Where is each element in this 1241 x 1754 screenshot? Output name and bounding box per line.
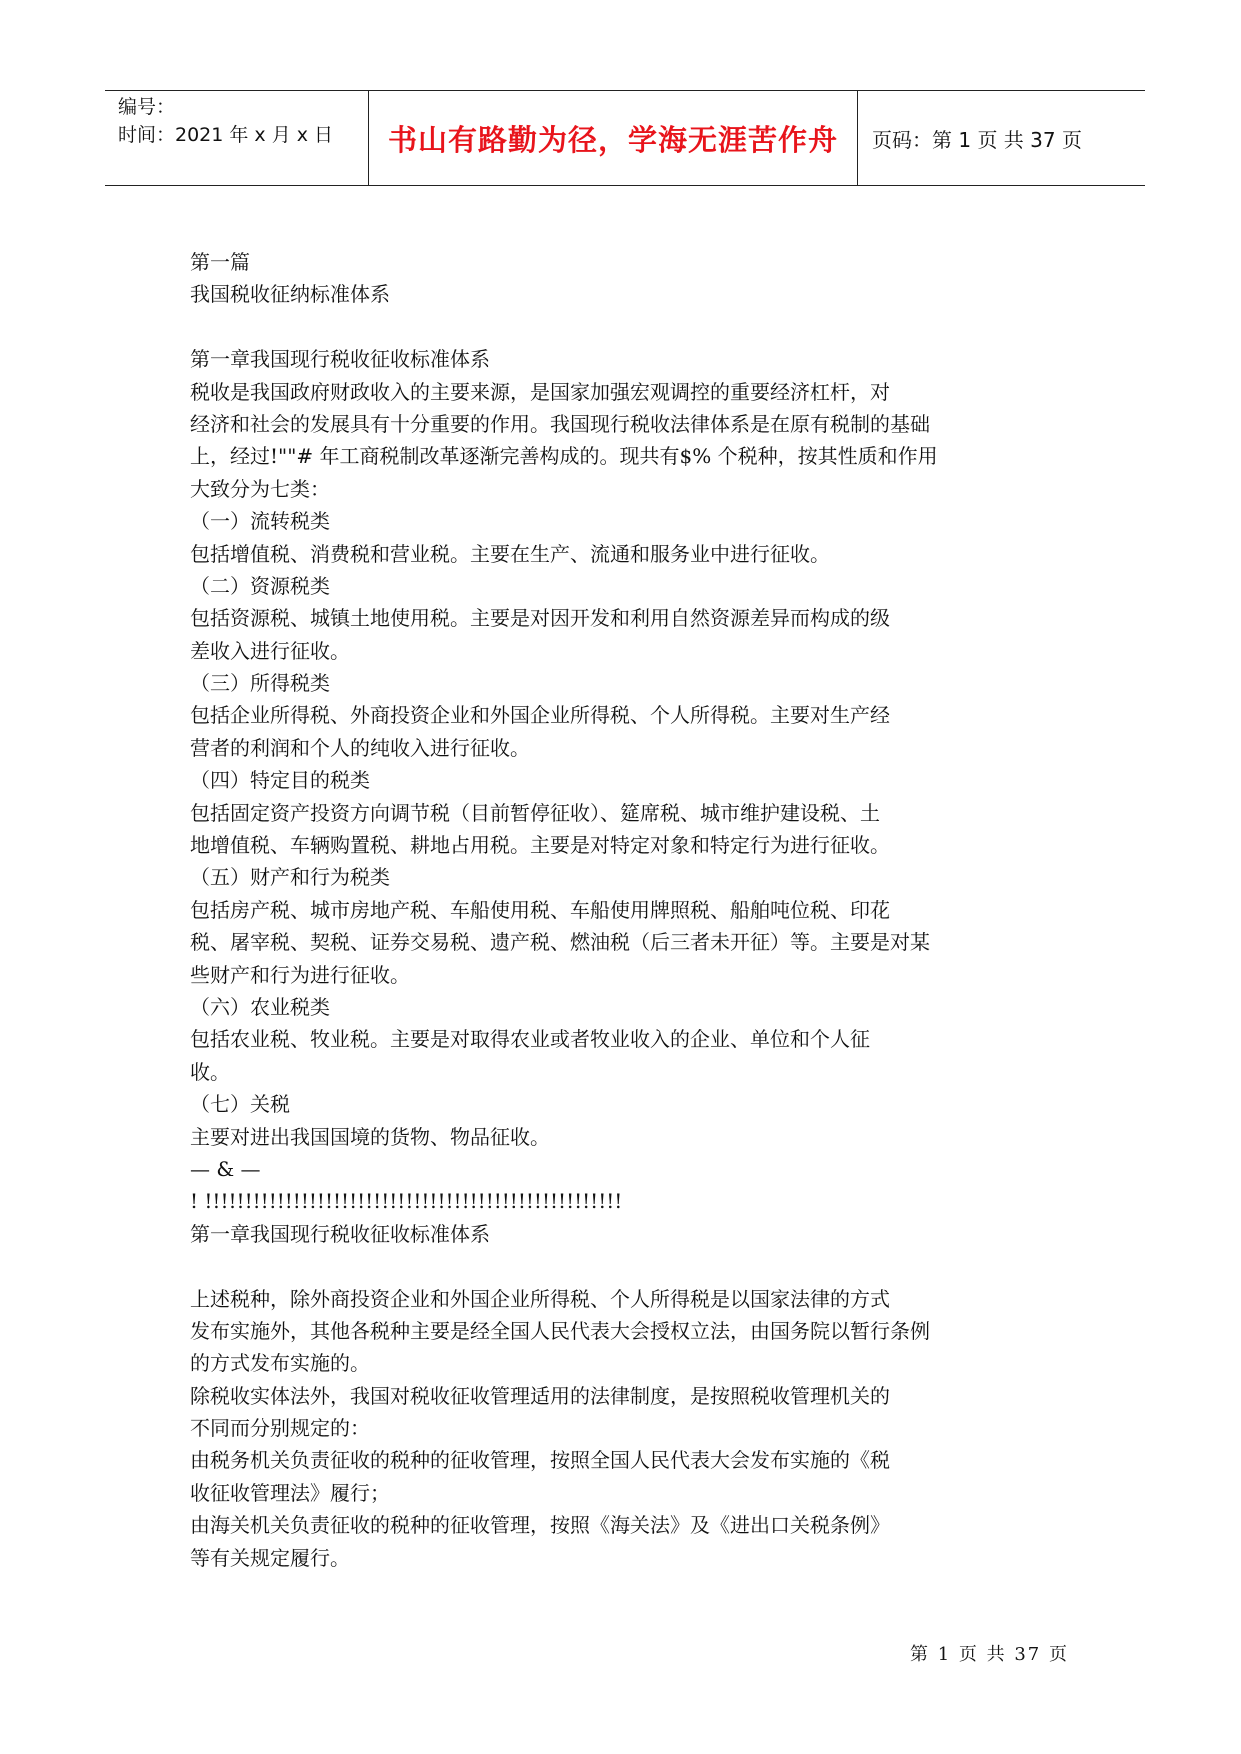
body-text-line: 等有关规定履行。: [190, 1545, 350, 1570]
body-text-line: 上，经过!""# 年工商税制改革逐渐完善构成的。现共有$% 个税种，按其性质和作用: [190, 444, 938, 469]
body-text-line: 主要对进出我国国境的货物、物品征收。: [190, 1124, 550, 1149]
blank-line: [190, 1250, 1020, 1282]
body-text-line: ! !!!!!!!!!!!!!!!!!!!!!!!!!!!!!!!!!!!!!!!!!!!!!!!!!!!!: [190, 1189, 623, 1214]
body-text-line: （一）流转税类: [190, 509, 330, 534]
body-text-line: （三）所得税类: [190, 671, 330, 696]
body-text-line: 不同而分别规定的：: [190, 1416, 370, 1441]
document-body: [190, 246, 1020, 1574]
body-text-line: 收。: [190, 1059, 230, 1084]
body-text-line: 包括农业税、牧业税。主要是对取得农业或者牧业收入的企业、单位和个人征: [190, 1027, 870, 1052]
header-meta-cell: [105, 91, 369, 185]
document-time-label: 时间：2021 年 x 月 x 日: [118, 124, 334, 146]
body-text-line: 包括固定资产投资方向调节税（目前暂停征收）、筵席税、城市维护建设税、土: [190, 800, 880, 825]
body-text-line: 由税务机关负责征收的税种的征收管理，按照全国人民代表大会发布实施的《税: [190, 1448, 890, 1473]
header-page-cell: [858, 91, 1145, 185]
body-text-line: （六）农业税类: [190, 994, 330, 1019]
body-text-line: 税、屠宰税、契税、证券交易税、遗产税、燃油税（后三者未开征）等。主要是对某: [190, 930, 930, 955]
body-text-line: 差收入进行征收。: [190, 638, 350, 663]
body-text-line: — & —: [190, 1156, 261, 1181]
body-text-line: 第一篇: [190, 250, 250, 274]
body-text-line: 除税收实体法外，我国对税收征收管理适用的法律制度，是按照税收管理机关的: [190, 1383, 890, 1408]
body-text-line: 包括房产税、城市房地产税、车船使用税、车船使用牌照税、船舶吨位税、印花: [190, 897, 890, 922]
body-text-line: 我国税收征纳标准体系: [190, 282, 390, 307]
header-motto: 书山有路勤为径，学海无涯苦作舟: [387, 122, 838, 157]
page-footer: 第 1 页 共 37 页: [910, 1644, 1069, 1665]
body-text-line: （七）关税: [190, 1092, 290, 1117]
body-text-line: 收征收管理法》履行；: [190, 1480, 390, 1505]
blank-line: [190, 311, 1020, 343]
body-text-line: 营者的利润和个人的纯收入进行征收。: [190, 735, 530, 760]
body-text-line: （四）特定目的税类: [190, 768, 370, 793]
body-text-line: 发布实施外，其他各税种主要是经全国人民代表大会授权立法，由国务院以暂行条例: [190, 1318, 930, 1343]
header-motto-cell: [369, 91, 858, 185]
body-text-line: 第一章我国现行税收征收标准体系: [190, 347, 490, 372]
body-text-line: （二）资源税类: [190, 573, 330, 598]
body-text-line: 税收是我国政府财政收入的主要来源，是国家加强宏观调控的重要经济杠杆，对: [190, 379, 890, 404]
body-text-line: 包括资源税、城镇土地使用税。主要是对因开发和利用自然资源差异而构成的级: [190, 606, 890, 631]
body-text-line: 包括增值税、消费税和营业税。主要在生产、流通和服务业中进行征收。: [190, 541, 830, 566]
body-text-line: 些财产和行为进行征收。: [190, 962, 410, 987]
body-text-line: 上述税种，除外商投资企业和外国企业所得税、个人所得税是以国家法律的方式: [190, 1286, 890, 1311]
body-text-line: 第一章我国现行税收征收标准体系: [190, 1221, 490, 1246]
header-page-info: 页码：第 1 页 共 37 页: [872, 127, 1082, 152]
document-number-label: 编号：: [118, 96, 176, 118]
body-text-line: 地增值税、车辆购置税、耕地占用税。主要是对特定对象和特定行为进行征收。: [190, 833, 890, 858]
body-text-line: （五）财产和行为税类: [190, 865, 390, 890]
body-text-line: 大致分为七类：: [190, 476, 330, 501]
document-header: [105, 90, 1145, 186]
body-text-line: 由海关机关负责征收的税种的征收管理，按照《海关法》及《进出口关税条例》: [190, 1513, 890, 1538]
body-text-line: 包括企业所得税、外商投资企业和外国企业所得税、个人所得税。主要对生产经: [190, 703, 890, 728]
body-text-line: 的方式发布实施的。: [190, 1351, 370, 1376]
body-text-line: 经济和社会的发展具有十分重要的作用。我国现行税收法律体系是在原有税制的基础: [190, 411, 930, 436]
